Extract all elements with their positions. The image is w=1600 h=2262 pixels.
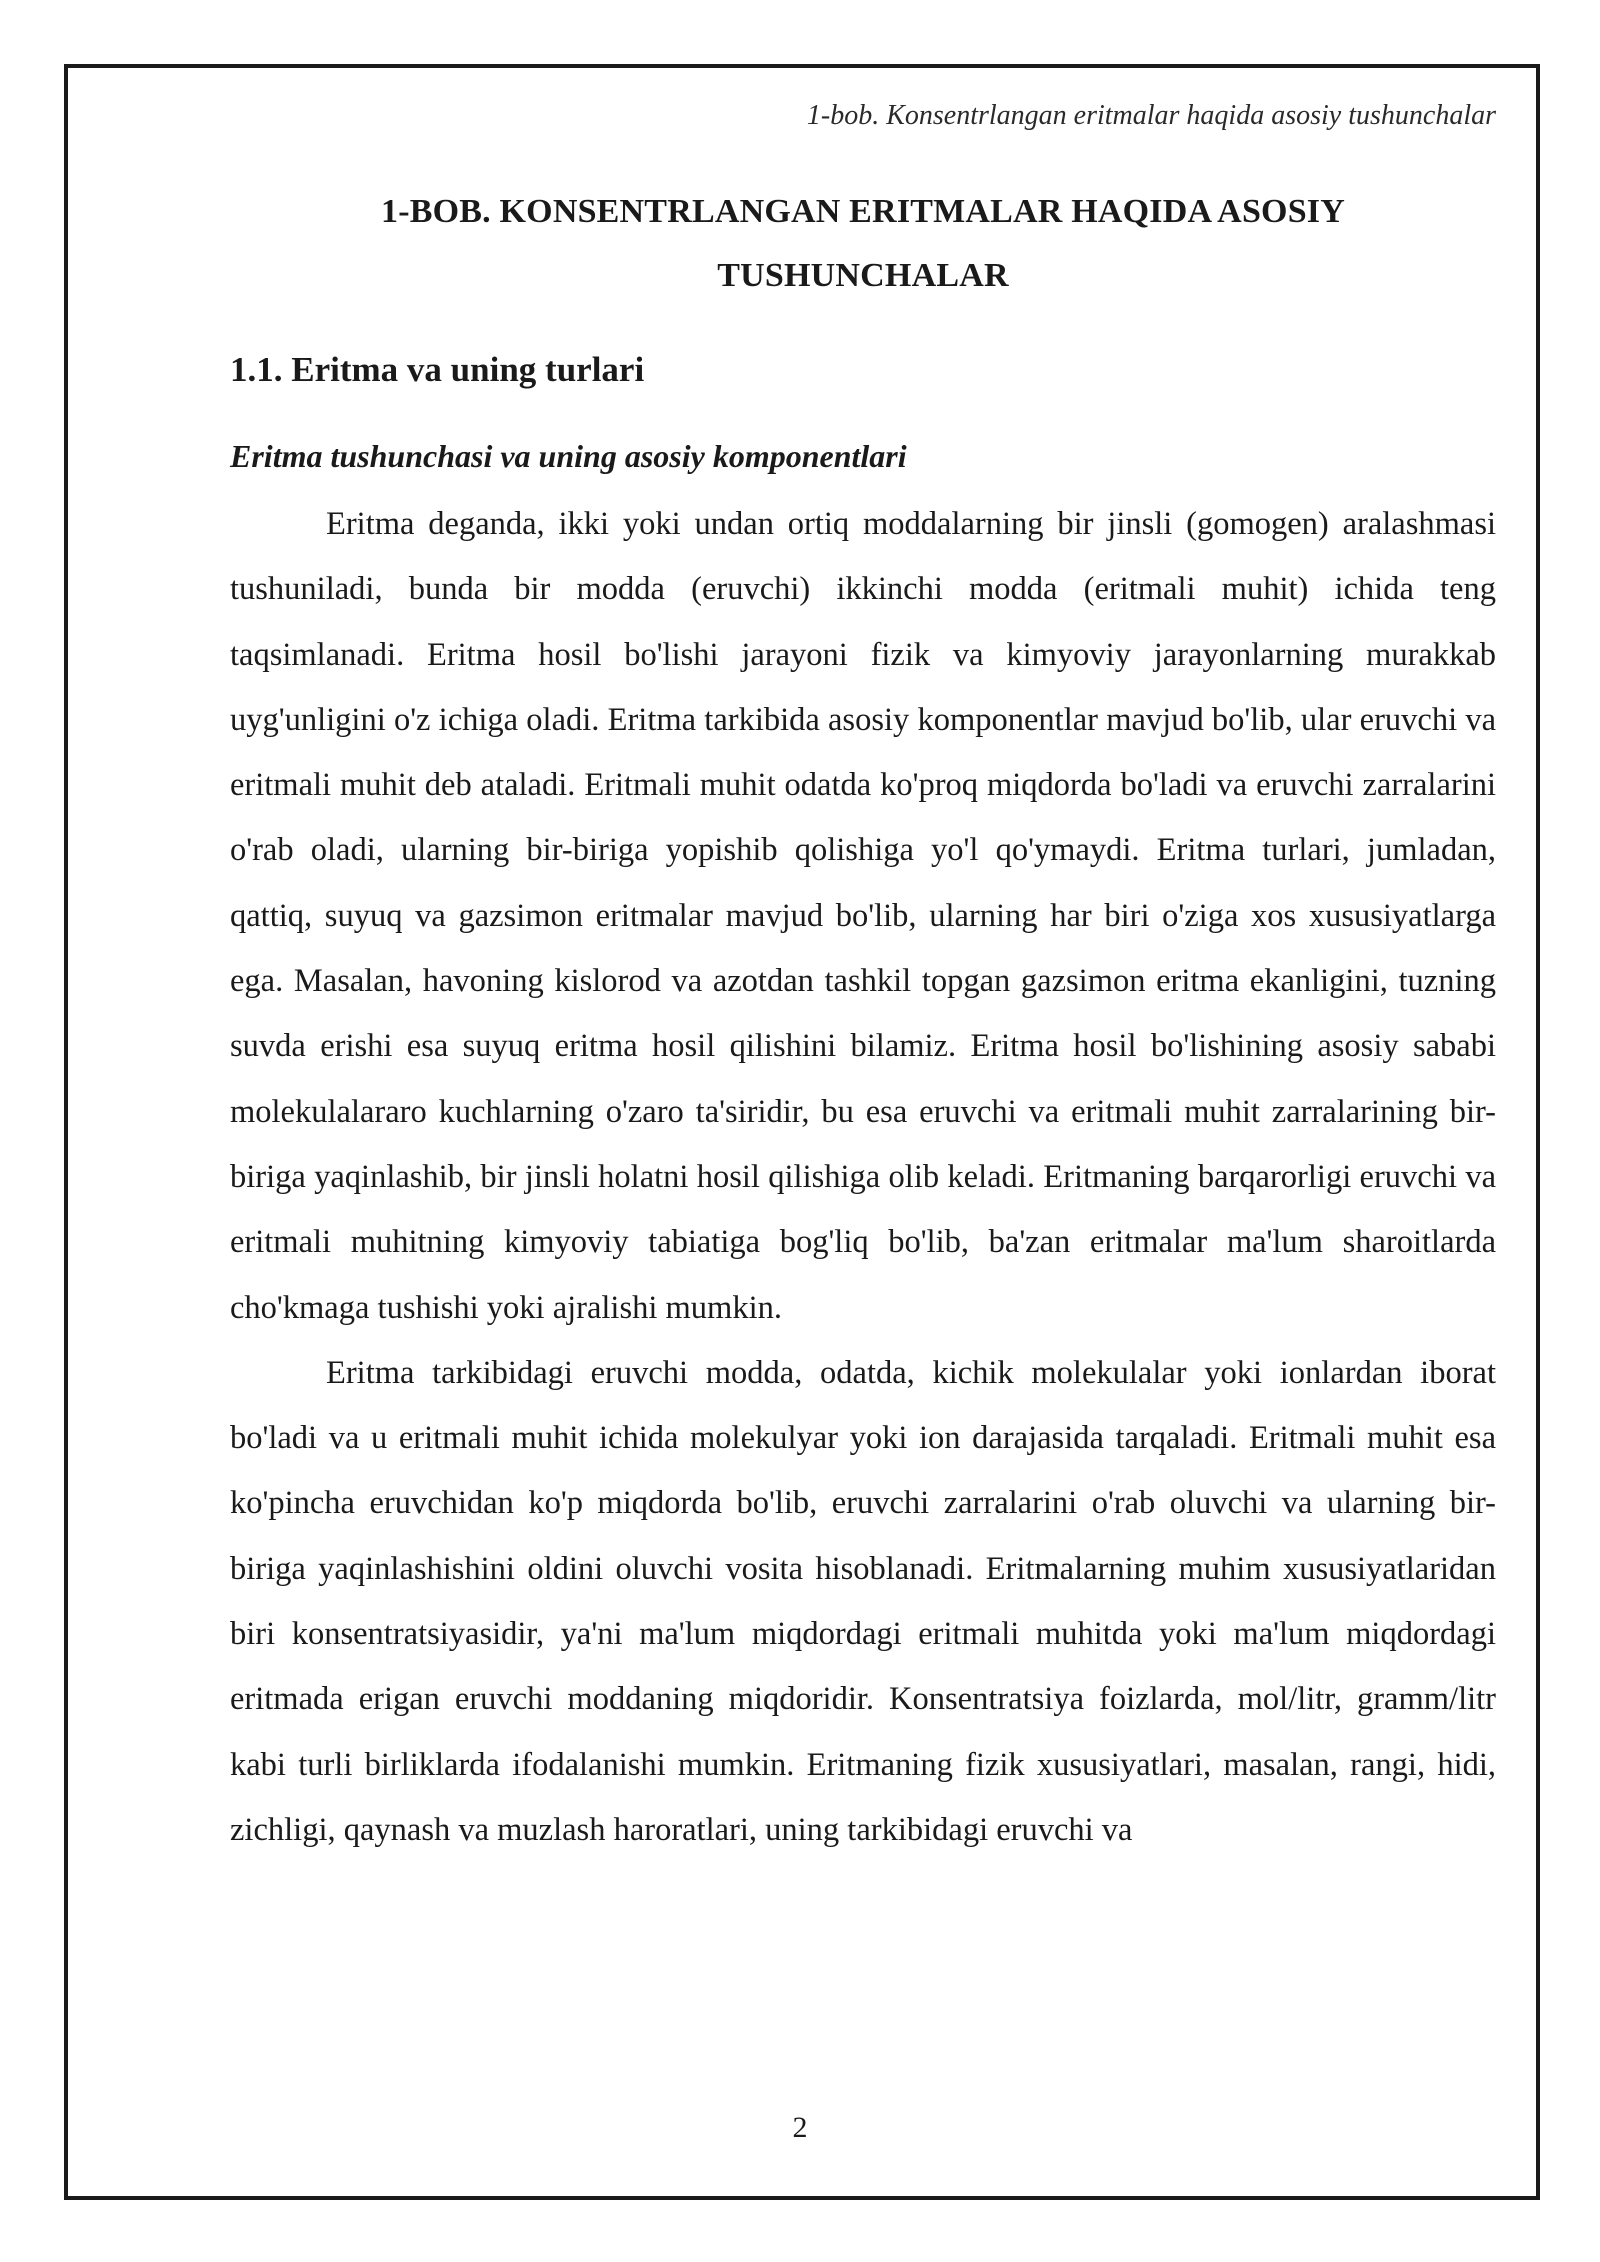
section-title: 1.1. Eritma va uning turlari: [230, 350, 645, 389]
paragraph-1: Eritma deganda, ikki yoki undan ortiq moddalarning bir jinsli (gomogen) aralashmasi tushuniladi, bunda bir modda (eruvchi) ikkinchi modda (eritmali muhit) ichida teng taqsimlanadi. Eritma hosil bo'lishi jarayoni fizik va kimyoviy jarayonlarning murakkab uyg'unligini o'z ichiga oladi. Eritma tarkibida asosiy komponentlar mavjud bo'lib, ular eruvchi va eritmali muhit deb ataladi. Eritmali muhit odatda ko'proq miqdorda bo'ladi va eruvchi zarralarini o'rab oladi, ularning bir-biriga yopishib qolishiga yo'l qo'ymaydi. Eritma turlari, jumladan, qattiq, suyuq va gazsimon eritmalar mavjud bo'lib, ularning har biri o'ziga xos xususiyatlarga ega. Masalan, havoning kislorod va azotdan tashkil topgan gazsimon eritma ekanligini, tuzning suvda erishi esa suyuq eritma hosil qilishini bilamiz. Eritma hosil bo'lishining asosiy sababi molekulalararo kuchlarning o'zaro ta'siridir, bu esa eruvchi va eritmali muhit zarralarining bir-biriga yaqinlashib, bir jinsli holatni hosil qilishiga olib keladi. Eritmaning barqarorligi eruvchi va eritmali muhitning kimyoviy tabiatiga bog'liq bo'lib, ba'zan eritmalar ma'lum sharoitlarda cho'kmaga tushishi yoki ajralishi mumkin.: [230, 506, 1496, 1326]
paragraph-2: Eritma tarkibidagi eruvchi modda, odatda, kichik molekulalar yoki ionlardan iborat bo'ladi va u eritmali muhit ichida molekulyar yoki ion darajasida tarqaladi. Eritmali muhit esa ko'pincha eruvchidan ko'p miqdorda bo'lib, eruvchi zarralarini o'rab oluvchi va ularning bir-biriga yaqinlashishini oldini oluvchi vosita hisoblanadi. Eritmalarning muhim xususiyatlaridan biri konsentratsiyasidir, ya'ni ma'lum miqdordagi eritmali muhitda yoki ma'lum miqdordagi eritmada erigan eruvchi moddaning miqdoridir. Konsentratsiya foizlarda, mol/litr, gramm/litr kabi turli birliklarda ifodalanishi mumkin. Eritmaning fizik xususiyatlari, masalan, rangi, hidi, zichligi, qaynash va muzlash haroratlari, uning tarkibidagi eruvchi va: [230, 1354, 1496, 1848]
page-content: [230, 180, 1496, 1863]
chapter-title: [230, 180, 1496, 308]
chapter-title-line2: TUSHUNCHALAR: [717, 257, 1009, 294]
subsection-title: Eritma tushunchasi va uning asosiy komponentlari: [230, 438, 907, 474]
page-number: 2: [792, 2111, 808, 2144]
running-header: 1-bob. Konsentrlangan eritmalar haqida asosiy tushunchalar: [806, 100, 1496, 131]
body-text: [230, 492, 1496, 1863]
chapter-title-line1: 1-BOB. KONSENTRLANGAN ERITMALAR HAQIDA ASOSIY: [381, 193, 1345, 230]
